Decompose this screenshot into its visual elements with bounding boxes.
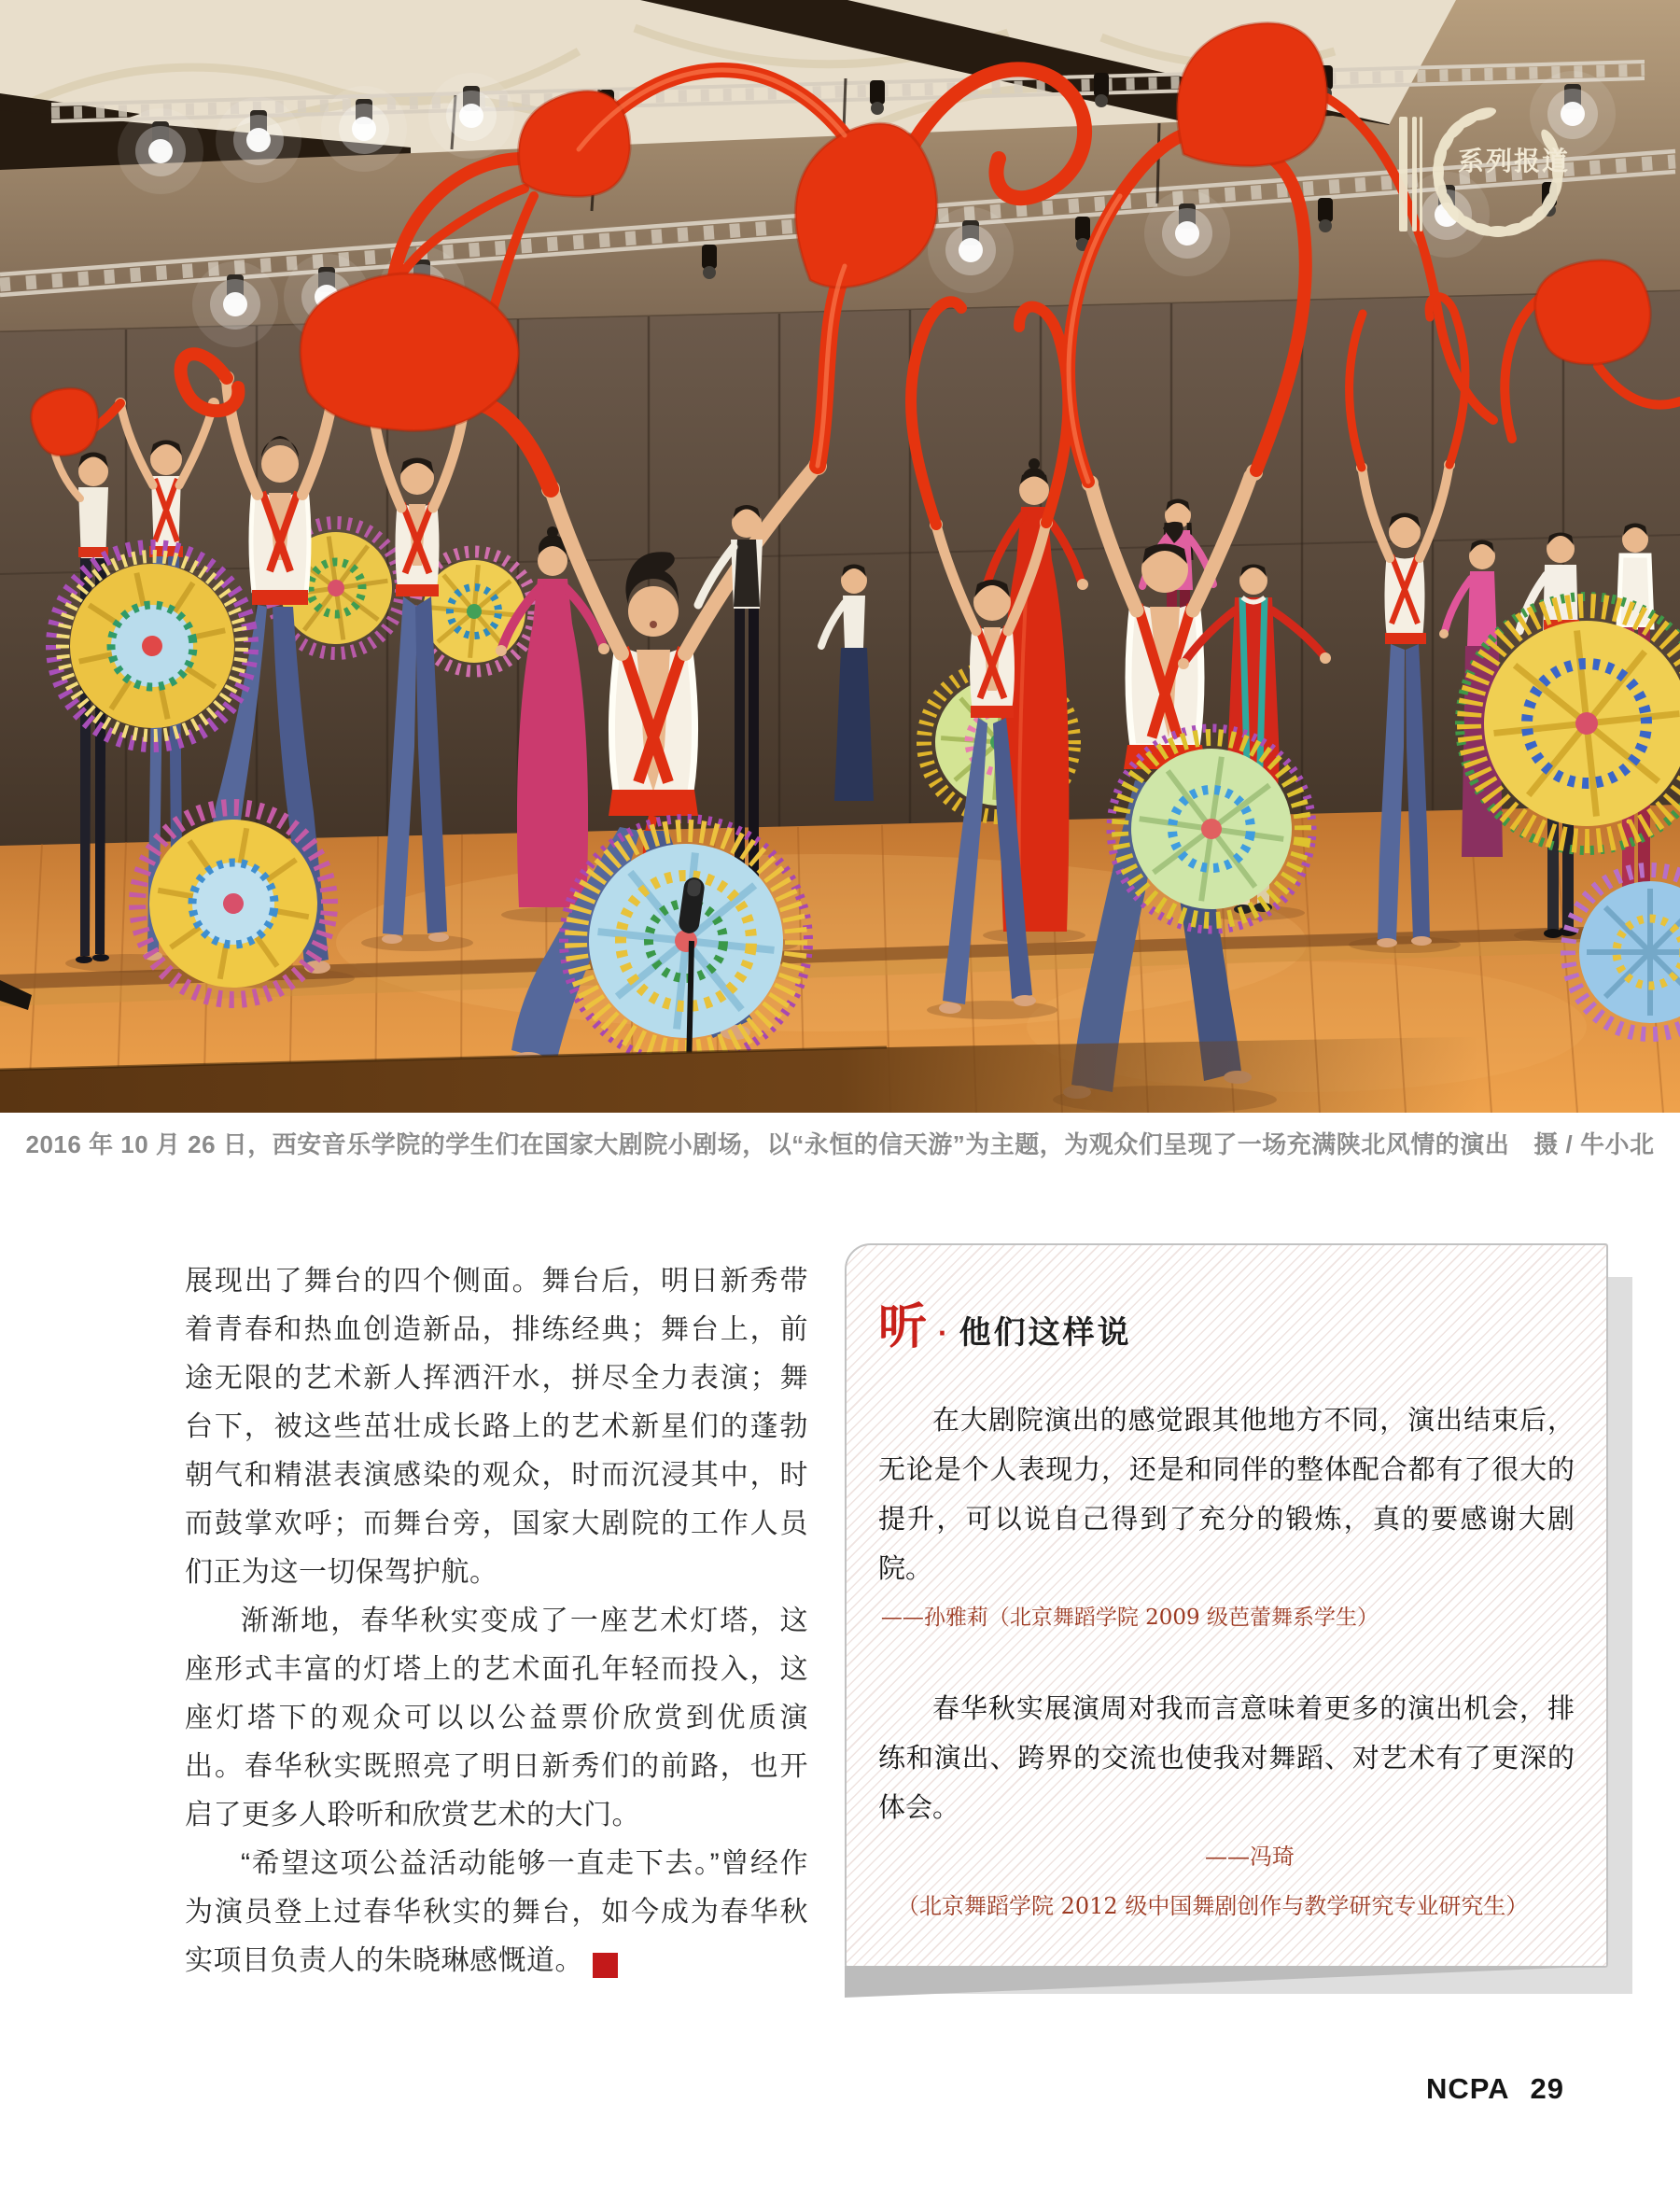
umbrella bbox=[1568, 870, 1680, 1034]
article-paragraph: 展现出了舞台的四个侧面。舞台后，明日新秀带着青春和热血创造新品，排练经典；舞台上，前途无限的艺术新人挥洒汗水，拼尽全力表演；舞台下，被这些茁壮成长路上的艺术新星们的蓬勃朝气和精湛表演感染的观众，时而沉浸其中，时而鼓掌欢呼；而舞台旁，国家大剧院的工作人员们正为这一切保驾护航。 bbox=[185, 1266, 808, 1588]
photo-caption bbox=[0, 1126, 1680, 1160]
footer-brand: NCPA bbox=[1426, 2072, 1510, 2105]
quote-box-title-accent: 听 bbox=[878, 1298, 928, 1355]
caption-text: 2016 年 10 月 26 日，西安音乐学院的学生们在国家大剧院小剧场，以“永恒的信天游”为主题，为观众们呈现了一场充满陕北风情的演出 bbox=[25, 1130, 1510, 1158]
series-badge bbox=[1393, 75, 1680, 245]
ncpa-endmark-icon: NC PA bbox=[593, 1953, 618, 1978]
series-badge-label: 系列报道 bbox=[1457, 147, 1571, 175]
quote-text: 在大剧院演出的感觉跟其他地方不同，演出结束后，无论是个人表现力，还是和同伴的整体配合都有了很大的提升，可以说自己得到了充分的锻炼，真的要感谢大剧院。 bbox=[878, 1404, 1575, 1584]
laurel-wreath-icon bbox=[1393, 75, 1680, 245]
quote-text: 春华秋实展演周对我而言意味着更多的演出机会，排练和演出、跨界的交流也使我对舞蹈、对艺术有了更深的体会。 bbox=[878, 1692, 1575, 1823]
article-paragraph bbox=[185, 1840, 808, 1985]
quote-box bbox=[845, 1243, 1608, 1968]
article-column bbox=[185, 1257, 808, 1985]
quote-attribution: ——孙雅莉（北京舞蹈学院 2009 级芭蕾舞系学生） bbox=[880, 1606, 1379, 1630]
quote-box-title-text: 他们这样说 bbox=[959, 1315, 1132, 1351]
quote-box-title-dot: · bbox=[938, 1316, 948, 1350]
article-paragraph: 渐渐地，春华秋实变成了一座艺术灯塔，这座形式丰富的灯塔上的艺术面孔年轻而投入，这座灯塔下的观众可以以公益票价欣赏到优质演出。春华秋实既照亮了明日新秀们的前路，也开启了更多人聆听和欣赏艺术的大门。 bbox=[185, 1606, 808, 1830]
quote-attribution-detail: （北京舞蹈学院 2012 级中国舞剧创作与教学研究专业研究生） bbox=[897, 1893, 1529, 1919]
quote-item bbox=[878, 1684, 1575, 1931]
quote-box-title bbox=[878, 1298, 1575, 1355]
quote-attribution-name: ——冯琦 bbox=[1205, 1844, 1295, 1870]
photo-credit: 摄 / 牛小北 bbox=[1533, 1130, 1655, 1158]
article-paragraph-text: “希望这项公益活动能够一直走下去。”曾经作为演员登上过春华秋实的舞台，如今成为春华秋实项目负责人的朱晓琳感慨道。 bbox=[185, 1848, 808, 1976]
quote-item bbox=[878, 1396, 1575, 1643]
page-footer bbox=[1426, 2072, 1564, 2106]
footer-page-number: 29 bbox=[1530, 2072, 1565, 2105]
